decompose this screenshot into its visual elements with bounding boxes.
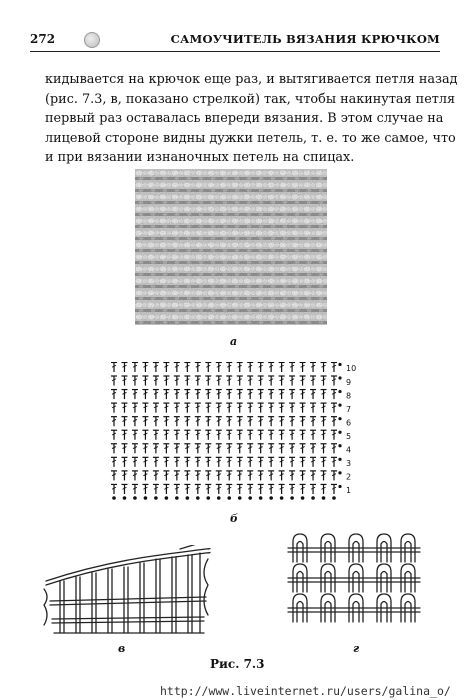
- knit-structure-sketch: [286, 528, 422, 632]
- crochet-fabric-sketch: [40, 545, 212, 637]
- row-number: 4: [346, 445, 352, 455]
- body-paragraph: [45, 70, 458, 168]
- stitch-grid: [111, 362, 342, 499]
- chain-stitch: [144, 496, 148, 500]
- chain-stitch: [123, 496, 127, 500]
- chain-stitch: [280, 496, 284, 500]
- turning-chain: [338, 376, 341, 379]
- header-rule: [30, 51, 440, 52]
- chain-stitch: [322, 496, 326, 500]
- page-header: [30, 30, 440, 52]
- row-number: 1: [346, 486, 352, 496]
- body-line: и при вязании изнаночных петель на спицах.: [45, 150, 355, 166]
- chain-stitch: [196, 496, 200, 500]
- chain-stitch: [112, 496, 116, 500]
- turning-chain: [338, 363, 341, 366]
- chain-stitch: [175, 496, 179, 500]
- figure-label-v: в: [118, 642, 126, 655]
- body-line: первый раз оставалась впереди вязания. В этом случае на: [45, 111, 444, 127]
- body-line: кидывается на крючок еще раз, и вытягивается петля назад: [45, 72, 458, 87]
- chain-stitch: [227, 496, 231, 500]
- figure-label-g: г: [353, 642, 360, 655]
- body-line: (рис. 7.3, в, показано стрелкой) так, чтобы накинутая петля: [45, 91, 456, 107]
- chain-stitch: [301, 496, 305, 500]
- chain-stitch: [217, 496, 221, 500]
- knitted-fabric-photo: [135, 169, 327, 325]
- turning-chain: [338, 417, 341, 420]
- chain-stitch: [186, 496, 190, 500]
- stitch-chart: [100, 362, 360, 507]
- row-number: 6: [346, 418, 352, 428]
- chain-stitch: [238, 496, 242, 500]
- chain-stitch: [154, 496, 158, 500]
- ornament-icon: [84, 32, 100, 48]
- figure-label-a: а: [230, 335, 238, 348]
- chain-stitch: [248, 496, 252, 500]
- row-number: 9: [346, 377, 352, 387]
- turning-chain: [338, 471, 341, 474]
- turning-chain: [338, 458, 341, 461]
- row-number: 2: [346, 472, 352, 482]
- chain-stitch: [165, 496, 169, 500]
- turning-chain: [338, 431, 341, 434]
- row-numbers: [346, 364, 356, 495]
- figure-caption: Рис. 7.3: [210, 657, 265, 671]
- chain-stitch: [311, 496, 315, 500]
- chain-stitch: [133, 496, 137, 500]
- turning-chain: [338, 390, 341, 393]
- row-number: 8: [346, 391, 352, 401]
- body-line: лицевой стороне видны дужки петель, т. е. то же самое, что: [45, 130, 456, 146]
- running-title: САМОУЧИТЕЛЬ ВЯЗАНИЯ КРЮЧКОМ: [170, 32, 440, 46]
- figure-label-b: б: [230, 512, 238, 525]
- chain-stitch: [259, 496, 263, 500]
- footer-url: http://www.liveinternet.ru/users/galina_o/: [160, 684, 451, 698]
- chain-stitch: [332, 496, 336, 500]
- turning-chain: [338, 404, 341, 407]
- row-number: 3: [346, 459, 352, 469]
- row-number: 5: [346, 432, 352, 441]
- page-number: 272: [30, 32, 56, 46]
- chain-stitch: [206, 496, 210, 500]
- turning-chain: [338, 485, 341, 488]
- chain-stitch: [269, 496, 273, 500]
- row-number: 10: [346, 364, 357, 374]
- turning-chain: [338, 444, 341, 447]
- chain-stitch: [290, 496, 294, 500]
- row-number: 7: [346, 404, 352, 414]
